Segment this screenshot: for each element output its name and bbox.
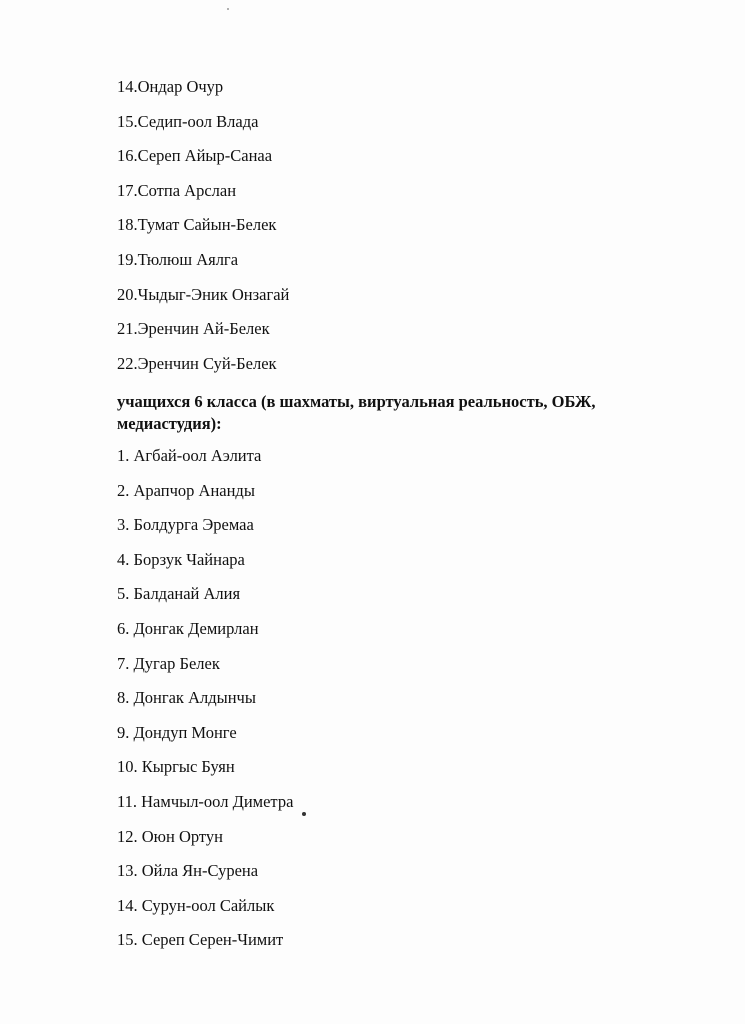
list-item: 10. Кыргыс Буян (117, 757, 235, 777)
list-item: 15. Сереп Серен-Чимит (117, 930, 284, 950)
list-item: 3. Болдурга Эремаа (117, 515, 254, 535)
list-item: 22.Эренчин Суй-Белек (117, 353, 277, 373)
list-item: 2. Арапчор Ананды (117, 480, 255, 500)
scan-speck (302, 812, 306, 816)
list-item: 18.Тумат Сайын-Белек (117, 215, 277, 235)
list-item: 6. Донгак Демирлан (117, 618, 259, 638)
list-item: 16.Сереп Айыр-Санаа (117, 146, 273, 166)
grade6-student-list (117, 445, 293, 964)
list-item: 1. Агбай-оол Аэлита (117, 446, 262, 465)
scan-speck (227, 8, 229, 10)
list-item: 17.Сотпа Арслан (117, 180, 237, 200)
list-item: 7. Дугар Белек (117, 653, 220, 673)
list-item: 11. Намчыл-оол Диметра (117, 791, 294, 811)
list-item: 14.Ондар Очур (117, 77, 224, 96)
list-item: 5. Балданай Алия (117, 584, 241, 604)
list-item: 15.Седип-оол Влада (117, 111, 259, 131)
list-item: 9. Дондуп Монге (117, 722, 237, 742)
list-item: 4. Борзук Чайнара (117, 549, 245, 569)
list-item: 13. Ойла Ян-Сурена (117, 861, 259, 881)
list-item: 20.Чыдыг-Эник Онзагай (117, 284, 290, 304)
list-item: 19.Тюлюш Аялга (117, 249, 239, 269)
student-list-continued (117, 76, 289, 387)
list-item: 8. Донгак Алдынчы (117, 688, 256, 708)
list-item: 21.Эренчин Ай-Белек (117, 319, 270, 339)
list-item: 12. Оюн Ортун (117, 826, 223, 846)
grade6-heading: учащихся 6 класса (в шахматы, виртуальная реальность, ОБЖ, медиастудия): (117, 392, 596, 433)
list-item: 14. Сурун-оол Сайлык (117, 895, 275, 915)
